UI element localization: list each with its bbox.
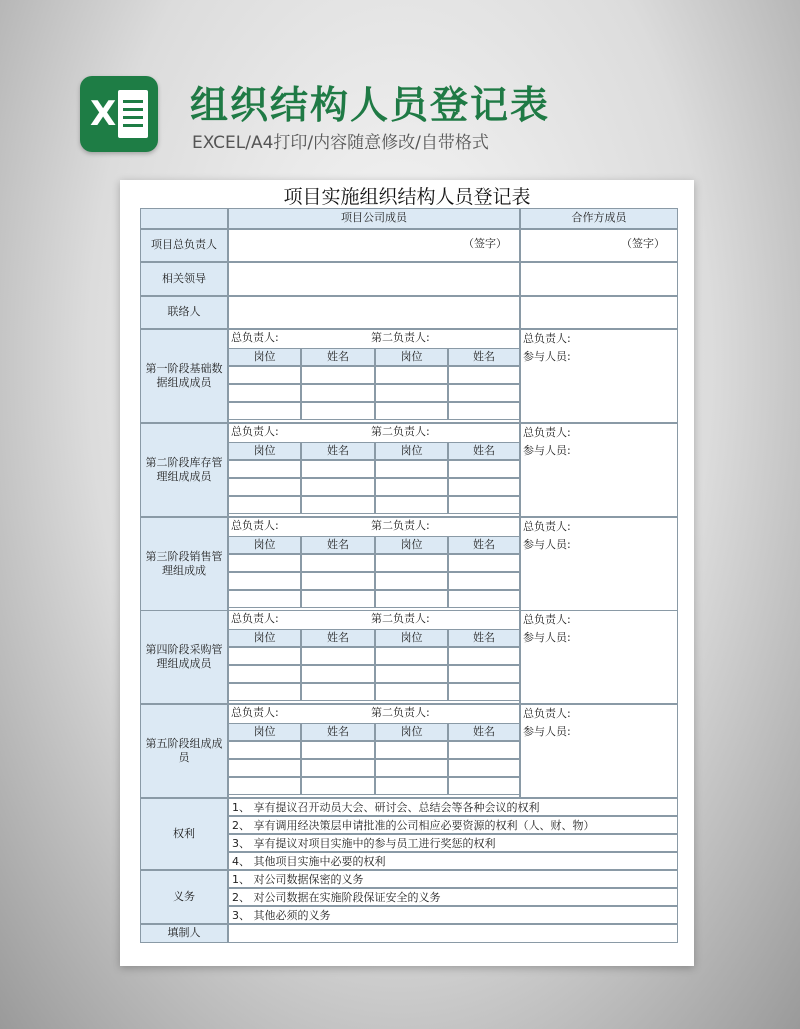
partner-member-field[interactable]: [520, 296, 678, 329]
partner-members-label: 参与人员:: [523, 725, 571, 738]
sub-header-cell: 姓名: [448, 629, 520, 647]
company-member-field[interactable]: [228, 229, 520, 262]
sub-header-cell: 姓名: [301, 723, 375, 741]
stage-lead-label: 总负责人:: [231, 519, 279, 532]
member-entry-cell[interactable]: [375, 590, 448, 608]
column-header-partner: 合作方成员: [520, 208, 678, 229]
rights-label: 权利: [140, 798, 228, 870]
member-entry-cell[interactable]: [301, 554, 375, 572]
member-entry-cell[interactable]: [375, 683, 448, 701]
member-entry-cell[interactable]: [228, 496, 301, 514]
member-entry-cell[interactable]: [448, 460, 520, 478]
stage-second-lead-label: 第二负责人:: [371, 519, 430, 532]
partner-lead-label: 总负责人:: [523, 520, 571, 533]
member-entry-cell[interactable]: [448, 777, 520, 795]
signature-note: （签字）: [621, 237, 665, 250]
sub-header-cell: 岗位: [375, 536, 448, 554]
document-title: 项目实施组织结构人员登记表: [283, 186, 531, 208]
member-entry-cell[interactable]: [448, 683, 520, 701]
member-entry-cell[interactable]: [375, 572, 448, 590]
member-entry-cell[interactable]: [301, 590, 375, 608]
stage-partner-block[interactable]: [520, 610, 678, 704]
sub-header-cell: 岗位: [228, 348, 301, 366]
company-member-field[interactable]: [228, 296, 520, 329]
sub-header-cell: 姓名: [448, 536, 520, 554]
member-entry-cell[interactable]: [228, 759, 301, 777]
filler-label: 填制人: [140, 924, 228, 943]
member-entry-cell[interactable]: [228, 402, 301, 420]
member-entry-cell[interactable]: [301, 496, 375, 514]
duties-item: 1、 对公司数据保密的义务: [228, 870, 678, 888]
member-entry-cell[interactable]: [301, 759, 375, 777]
member-entry-cell[interactable]: [448, 665, 520, 683]
member-entry-cell[interactable]: [375, 402, 448, 420]
member-entry-cell[interactable]: [228, 366, 301, 384]
member-entry-cell[interactable]: [448, 496, 520, 514]
row-label: 项目总负责人: [140, 229, 228, 262]
member-entry-cell[interactable]: [448, 478, 520, 496]
partner-member-field[interactable]: [520, 229, 678, 262]
row-label: 相关领导: [140, 262, 228, 296]
stage-second-lead-label: 第二负责人:: [371, 331, 430, 344]
partner-members-label: 参与人员:: [523, 444, 571, 457]
partner-member-field[interactable]: [520, 262, 678, 296]
member-entry-cell[interactable]: [375, 554, 448, 572]
member-entry-cell[interactable]: [448, 402, 520, 420]
rights-item: 4、 其他项目实施中必要的权利: [228, 852, 678, 870]
stage-partner-block[interactable]: [520, 423, 678, 517]
stage-second-lead-label: 第二负责人:: [371, 612, 430, 625]
page-subtitle: EXCEL/A4打印/内容随意修改/自带格式: [192, 133, 489, 153]
rights-item: 2、 享有调用经决策层申请批准的公司相应必要资源的权利（人、财、物）: [228, 816, 678, 834]
sub-header-cell: 姓名: [301, 348, 375, 366]
stage-lead-label: 总负责人:: [231, 612, 279, 625]
member-entry-cell[interactable]: [301, 777, 375, 795]
member-entry-cell[interactable]: [375, 384, 448, 402]
member-entry-cell[interactable]: [375, 759, 448, 777]
member-entry-cell[interactable]: [375, 496, 448, 514]
member-entry-cell[interactable]: [448, 590, 520, 608]
member-entry-cell[interactable]: [228, 384, 301, 402]
stage-label: 第五阶段组成成员: [140, 704, 228, 798]
sub-header-cell: 岗位: [375, 442, 448, 460]
stage-partner-block[interactable]: [520, 329, 678, 423]
stage-lead-label: 总负责人:: [231, 331, 279, 344]
member-entry-cell[interactable]: [301, 647, 375, 665]
member-entry-cell[interactable]: [448, 741, 520, 759]
member-entry-cell[interactable]: [228, 554, 301, 572]
duties-item: 3、 其他必须的义务: [228, 906, 678, 924]
duties-item: 2、 对公司数据在实施阶段保证安全的义务: [228, 888, 678, 906]
member-entry-cell[interactable]: [448, 759, 520, 777]
stage-label: 第一阶段基础数据组成成员: [140, 329, 228, 423]
filler-field[interactable]: [228, 924, 678, 943]
page-title: 组织结构人员登记表: [190, 83, 551, 127]
stage-second-lead-label: 第二负责人:: [371, 706, 430, 719]
member-entry-cell[interactable]: [228, 572, 301, 590]
member-entry-cell[interactable]: [375, 478, 448, 496]
sub-header-cell: 姓名: [448, 348, 520, 366]
member-entry-cell[interactable]: [301, 478, 375, 496]
member-entry-cell[interactable]: [448, 572, 520, 590]
stage-label: 第三阶段销售管理组成成: [140, 517, 228, 611]
member-entry-cell[interactable]: [301, 741, 375, 759]
partner-lead-label: 总负责人:: [523, 426, 571, 439]
member-entry-cell[interactable]: [228, 590, 301, 608]
member-entry-cell[interactable]: [301, 683, 375, 701]
member-entry-cell[interactable]: [301, 366, 375, 384]
member-entry-cell[interactable]: [375, 777, 448, 795]
member-entry-cell[interactable]: [228, 683, 301, 701]
rights-item: 1、 享有提议召开动员大会、研讨会、总结会等各种会议的权利: [228, 798, 678, 816]
stage-label: 第四阶段采购管理组成成员: [140, 610, 228, 704]
stage-partner-block[interactable]: [520, 517, 678, 611]
sub-header-cell: 岗位: [375, 723, 448, 741]
member-entry-cell[interactable]: [228, 478, 301, 496]
partner-lead-label: 总负责人:: [523, 613, 571, 626]
member-entry-cell[interactable]: [448, 384, 520, 402]
member-entry-cell[interactable]: [301, 384, 375, 402]
company-member-field[interactable]: [228, 262, 520, 296]
signature-note: （签字）: [463, 237, 507, 250]
sub-header-cell: 岗位: [228, 442, 301, 460]
stage-partner-block[interactable]: [520, 704, 678, 798]
stage-label: 第二阶段库存管理组成成员: [140, 423, 228, 517]
sub-header-cell: 岗位: [375, 629, 448, 647]
member-entry-cell[interactable]: [228, 741, 301, 759]
member-entry-cell[interactable]: [375, 366, 448, 384]
member-entry-cell[interactable]: [448, 554, 520, 572]
logo-letter: X: [90, 94, 117, 134]
member-entry-cell[interactable]: [448, 647, 520, 665]
sub-header-cell: 姓名: [301, 442, 375, 460]
header-blank-cell: [140, 208, 228, 229]
document-sheet: [120, 180, 694, 966]
sub-header-cell: 岗位: [228, 723, 301, 741]
member-entry-cell[interactable]: [375, 460, 448, 478]
stage-lead-label: 总负责人:: [231, 706, 279, 719]
member-entry-cell[interactable]: [375, 741, 448, 759]
excel-icon: [80, 76, 158, 152]
member-entry-cell[interactable]: [301, 572, 375, 590]
partner-lead-label: 总负责人:: [523, 707, 571, 720]
column-header-company: 项目公司成员: [228, 208, 520, 229]
duties-label: 义务: [140, 870, 228, 924]
member-entry-cell[interactable]: [301, 665, 375, 683]
member-entry-cell[interactable]: [228, 460, 301, 478]
partner-lead-label: 总负责人:: [523, 332, 571, 345]
stage-lead-label: 总负责人:: [231, 425, 279, 438]
sub-header-cell: 岗位: [375, 348, 448, 366]
member-entry-cell[interactable]: [448, 366, 520, 384]
row-label: 联络人: [140, 296, 228, 329]
sub-header-cell: 姓名: [448, 442, 520, 460]
partner-members-label: 参与人员:: [523, 350, 571, 363]
member-entry-cell[interactable]: [301, 460, 375, 478]
member-entry-cell[interactable]: [301, 402, 375, 420]
member-entry-cell[interactable]: [228, 647, 301, 665]
sub-header-cell: 姓名: [301, 536, 375, 554]
sub-header-cell: 岗位: [228, 629, 301, 647]
stage-second-lead-label: 第二负责人:: [371, 425, 430, 438]
sub-header-cell: 姓名: [301, 629, 375, 647]
sub-header-cell: 姓名: [448, 723, 520, 741]
member-entry-cell[interactable]: [228, 777, 301, 795]
sub-header-cell: 岗位: [228, 536, 301, 554]
member-entry-cell[interactable]: [228, 665, 301, 683]
member-entry-cell[interactable]: [375, 665, 448, 683]
partner-members-label: 参与人员:: [523, 538, 571, 551]
partner-members-label: 参与人员:: [523, 631, 571, 644]
rights-item: 3、 享有提议对项目实施中的参与员工进行奖惩的权利: [228, 834, 678, 852]
member-entry-cell[interactable]: [375, 647, 448, 665]
